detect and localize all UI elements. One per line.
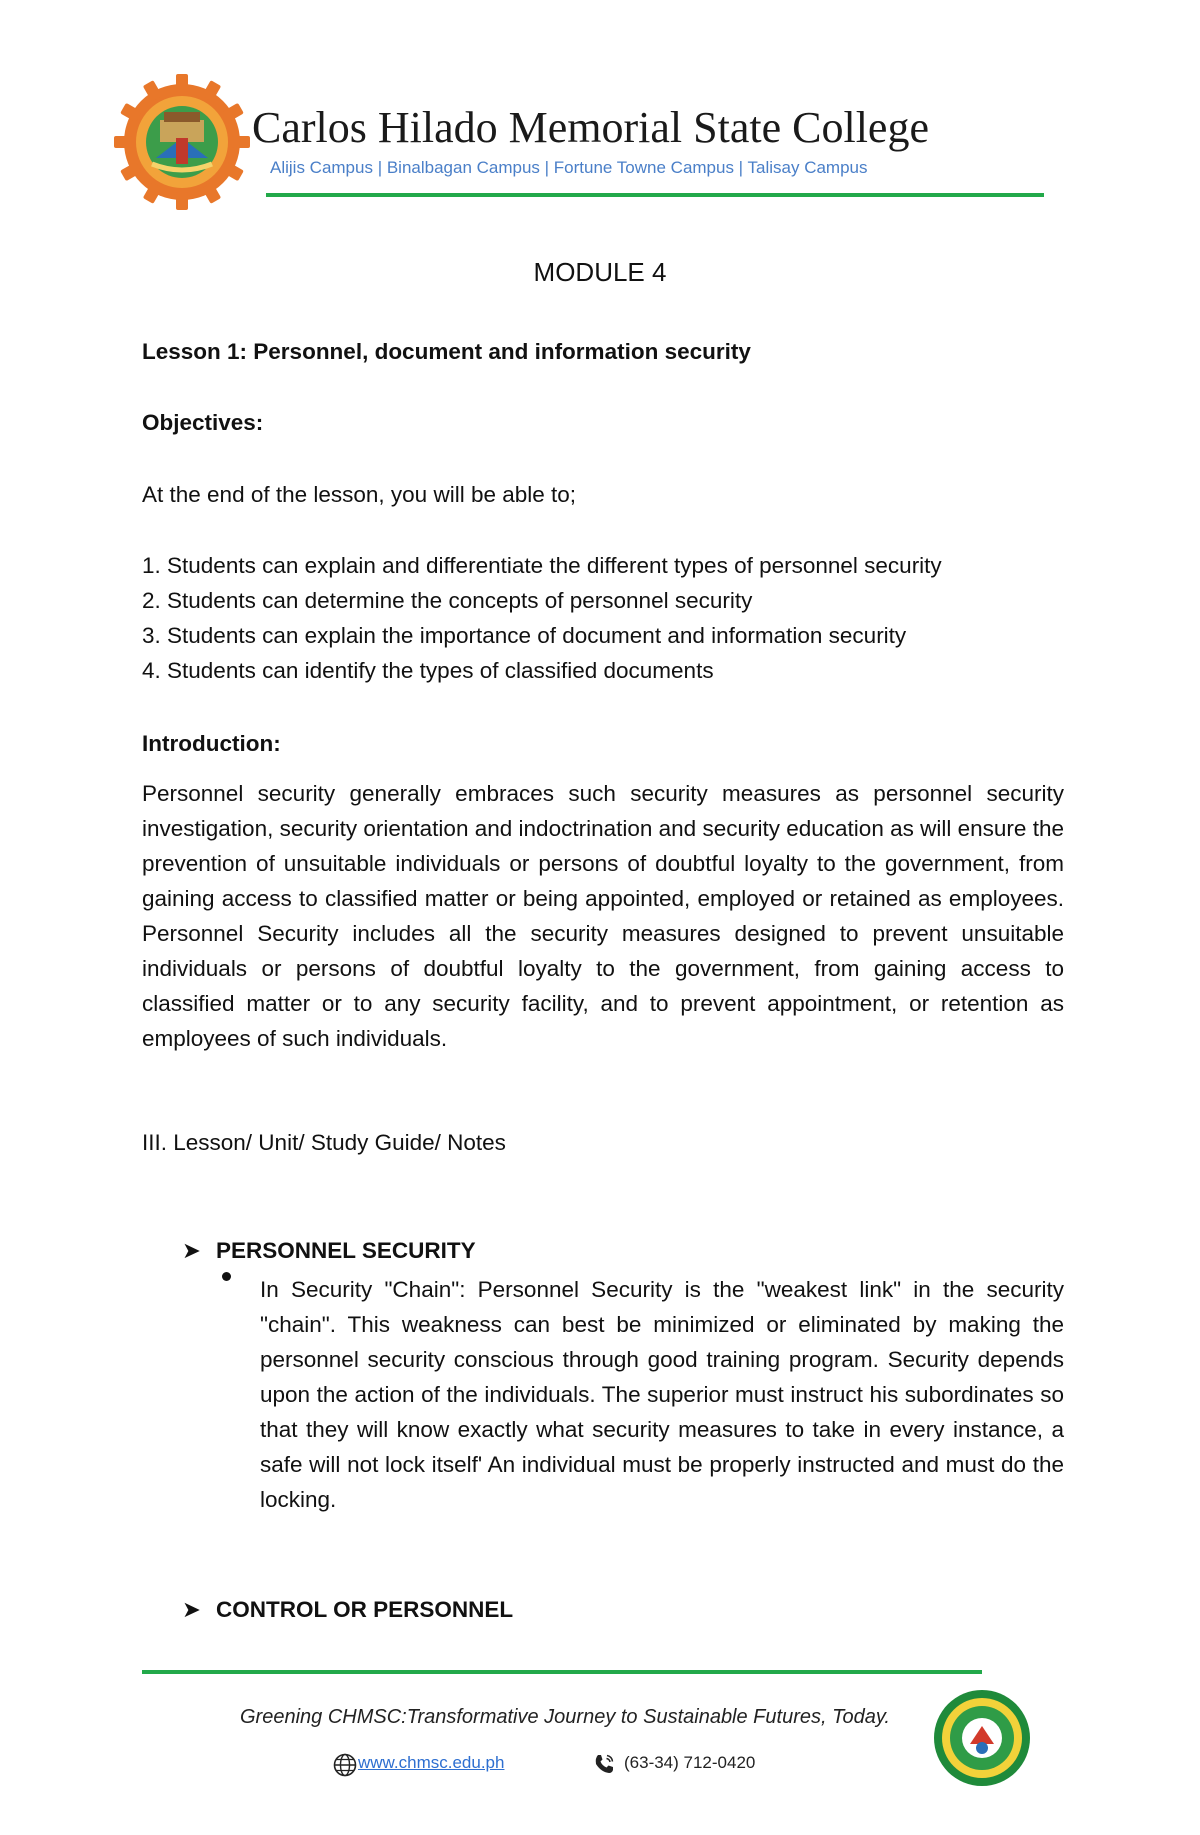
globe-icon [332, 1752, 358, 1778]
lesson-unit-heading: III. Lesson/ Unit/ Study Guide/ Notes [142, 1130, 506, 1155]
website-link[interactable]: www.chmsc.edu.ph [358, 1753, 505, 1772]
footer-tagline: Greening CHMSC:Transformative Journey to Sustainable Futures, Today. [240, 1706, 890, 1728]
lesson-title: Lesson 1: Personnel, document and information security [142, 339, 751, 364]
introduction-paragraph: Personnel security generally embraces such security measures as personnel security investigation, security orientation and indoctrination and security education as will ensure the prevention of unsuitable individuals or persons of doubtful loyalty to the government, from gaining access to classified matter or being appointed, employed or retained as employees. Personnel Security includes all the security measures designed to prevent unsuitable individuals or persons of doubtful loyalty to the government, from gaining access to classified matter or to any security facility, and to prevent appointment, or retention as employees of such individuals. [142, 781, 1064, 1051]
objective-item: 1. Students can explain and differentiate the different types of personnel security [142, 553, 942, 578]
bullet-dot-icon [222, 1272, 231, 1281]
objective-item: 2. Students can determine the concepts of personnel security [142, 588, 753, 613]
header-divider [266, 193, 1044, 197]
objectives-heading: Objectives: [142, 410, 264, 435]
section-control-of-personnel [182, 1592, 513, 1627]
objective-item: 4. Students can identify the types of classified documents [142, 658, 714, 683]
arrow-bullet-icon: ➤ [182, 1597, 201, 1622]
objectives-list [142, 548, 1064, 688]
phone-number: (63-34) 712-0420 [624, 1753, 756, 1772]
college-logo-icon [112, 72, 252, 212]
objectives-intro: At the end of the lesson, you will be able to; [142, 482, 577, 507]
arrow-bullet-icon: ➤ [182, 1238, 201, 1263]
section-heading: PERSONNEL SECURITY [216, 1238, 476, 1263]
personnel-security-bullet: In Security "Chain": Personnel Security is the "weakest link" in the security "chain". This weakness can best be minimized or eliminated by making the personnel security conscious through good training program. Security depends upon the action of the individuals. The superior must instruct his subordinates so that they will know exactly what security measures to take in every instance, a safe will not lock itself' An individual must be properly instructed and must do the locking. [260, 1277, 1064, 1512]
phone-icon [592, 1752, 616, 1776]
objective-item: 3. Students can explain the importance of document and information security [142, 623, 907, 648]
section-personnel-security [182, 1233, 476, 1268]
module-title: MODULE 4 [533, 257, 667, 287]
footer-divider [142, 1670, 982, 1674]
introduction-heading: Introduction: [142, 731, 281, 756]
section-heading: CONTROL OR PERSONNEL [216, 1597, 514, 1622]
green-seal-icon [932, 1688, 1032, 1788]
college-name: Carlos Hilado Memorial State College [252, 103, 929, 152]
campus-list: Alijis Campus | Binalbagan Campus | Fortune Towne Campus | Talisay Campus [270, 158, 868, 177]
